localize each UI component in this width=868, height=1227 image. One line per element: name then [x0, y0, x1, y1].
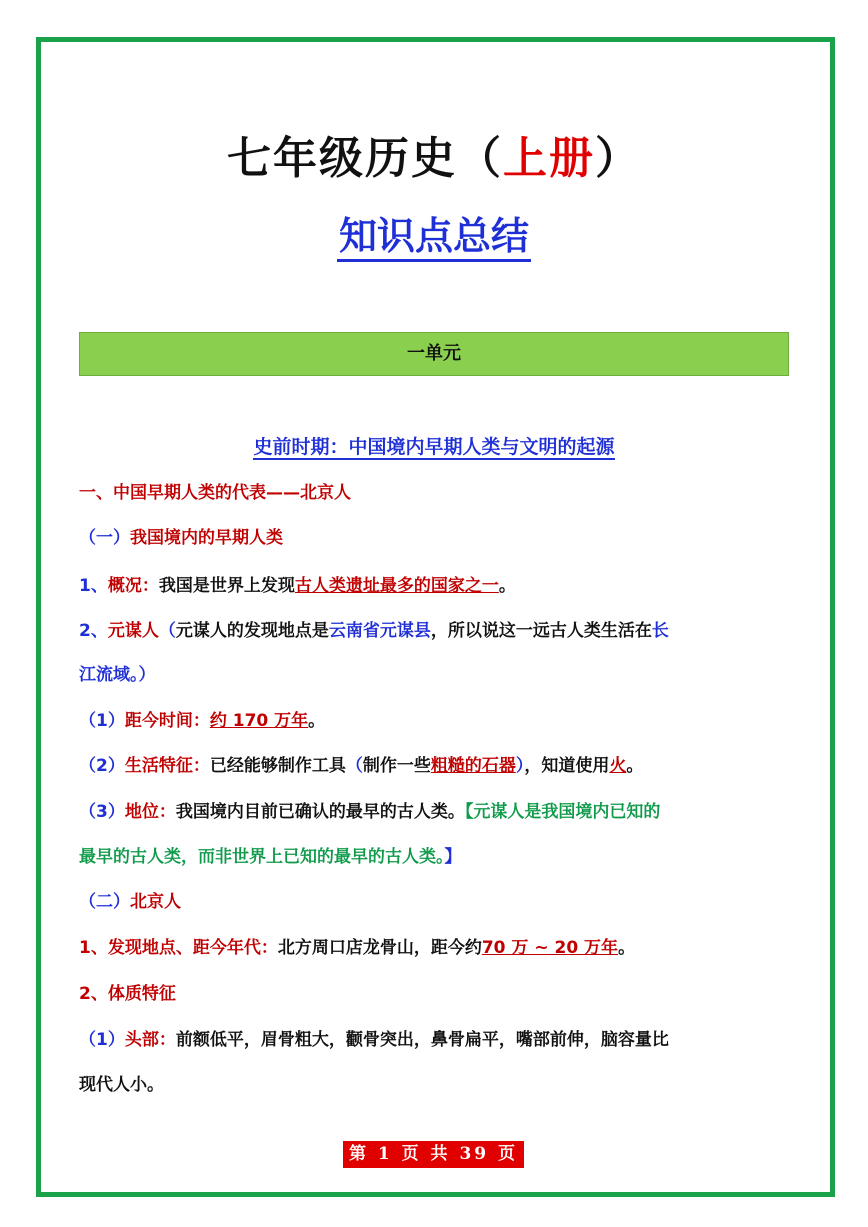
- heading-1: 一、中国早期人类的代表——北京人: [79, 483, 351, 503]
- paragraph-discovery: 1、发现地点、距今年代：北方周口店龙骨山，距今约70 万 ~ 20 万年。: [79, 938, 636, 958]
- subheading-peking-man: （二）北京人: [79, 892, 181, 912]
- paragraph-overview: 1、概况：我国是世界上发现古人类遗址最多的国家之一。: [79, 576, 516, 596]
- page-number-footer: 第 1 页 共 39 页: [343, 1141, 524, 1168]
- paragraph-yuanmou-1: 2、元谋人（元谋人的发现地点是云南省元谋县，所以说这一远古人类生活在长: [79, 621, 669, 641]
- title-volume: 上册: [503, 133, 595, 184]
- subheading-early-humans: （一）我国境内的早期人类: [79, 528, 283, 548]
- item-life: （2）生活特征：已经能够制作工具（制作一些粗糙的石器），知道使用火。: [79, 756, 644, 776]
- item-head-1: （1）头部：前额低平，眉骨粗大，颧骨突出，鼻骨扁平，嘴部前伸，脑容量比: [79, 1030, 669, 1050]
- item-status-1: （3）地位：我国境内目前已确认的最早的古人类。【元谋人是我国境内已知的: [79, 802, 661, 822]
- paragraph-yuanmou-2: 江流域。）: [79, 665, 156, 685]
- paragraph-physical: 2、体质特征: [79, 984, 176, 1004]
- section-title: 史前时期：中国境内早期人类与文明的起源: [253, 436, 615, 458]
- item-status-2: 最早的古人类，而非世界上已知的最早的古人类。】: [79, 847, 462, 867]
- item-time: （1）距今时间：约 170 万年。: [79, 711, 326, 731]
- item-head-2: 现代人小。: [79, 1075, 164, 1095]
- document-title: 七年级历史（上册）: [227, 133, 641, 184]
- unit-banner: 一单元: [79, 332, 789, 376]
- document-subtitle: 知识点总结: [0, 205, 868, 260]
